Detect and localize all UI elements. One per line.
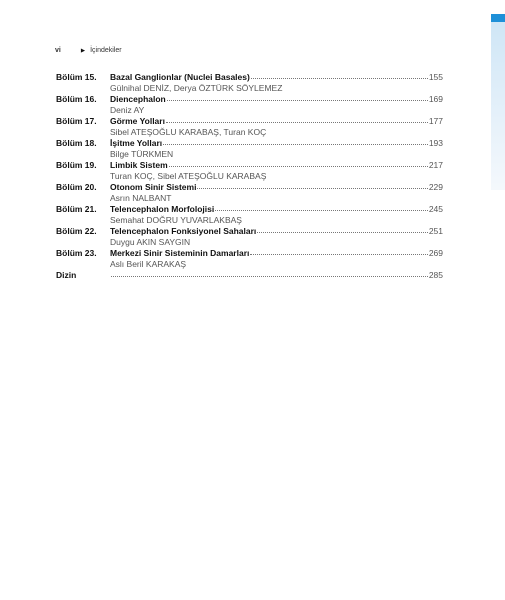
toc-entry[interactable] — [56, 138, 443, 160]
chapter-title[interactable]: İşitme Yolları — [110, 138, 163, 148]
chapter-authors: Sibel ATEŞOĞLU KARABAŞ, Turan KOÇ — [110, 127, 267, 137]
section-title: İçindekiler — [90, 47, 122, 54]
dot-leader — [169, 166, 428, 167]
dot-leader — [251, 78, 428, 79]
dot-leader — [111, 276, 428, 277]
page-ref: 177 — [428, 116, 443, 126]
chapter-authors: Semahat DOĞRU YUVARLAKBAŞ — [110, 215, 242, 225]
toc-entry-index[interactable] — [56, 270, 443, 281]
page-ref: 155 — [428, 72, 443, 82]
dot-leader — [163, 144, 428, 145]
chapter-label: Bölüm 16. — [56, 94, 97, 104]
toc-entry[interactable] — [56, 204, 443, 226]
page-ref: 285 — [428, 270, 443, 280]
chapter-label: Bölüm 15. — [56, 72, 97, 82]
running-head — [55, 47, 122, 54]
chapter-label: Bölüm 18. — [56, 138, 97, 148]
chapter-authors: Turan KOÇ, Sibel ATEŞOĞLU KARABAŞ — [110, 171, 267, 181]
chapter-title[interactable]: Otonom Sinir Sistemi — [110, 182, 197, 192]
page-ref: 229 — [428, 182, 443, 192]
dot-leader — [257, 232, 428, 233]
index-label: Dizin — [56, 270, 77, 280]
chapter-authors: Bilge TÜRKMEN — [110, 149, 174, 159]
page-ref: 251 — [428, 226, 443, 236]
dot-leader — [167, 100, 428, 101]
triangle-right-icon: ▶ — [80, 47, 86, 54]
dot-leader — [197, 188, 427, 189]
toc-entry[interactable] — [56, 248, 443, 270]
chapter-label: Bölüm 23. — [56, 248, 97, 258]
chapter-authors: Deniz AY — [110, 105, 145, 115]
page-ref: 245 — [428, 204, 443, 214]
toc-entry[interactable] — [56, 94, 443, 116]
chapter-authors: Gülnihal DENİZ, Derya ÖZTÜRK SÖYLEMEZ — [110, 83, 283, 93]
chapter-title[interactable]: Bazal Ganglionlar (Nuclei Basales) — [110, 72, 250, 82]
edge-tab — [491, 0, 505, 190]
chapter-label: Bölüm 19. — [56, 160, 97, 170]
chapter-title[interactable]: Telencephalon Fonksiyonel Sahaları — [110, 226, 257, 236]
chapter-title[interactable]: Telencephalon Morfolojisi — [110, 204, 215, 214]
chapter-title[interactable]: Merkezi Sinir Sisteminin Damarları — [110, 248, 250, 258]
toc-entry[interactable] — [56, 182, 443, 204]
table-of-contents — [56, 72, 443, 281]
chapter-label: Bölüm 22. — [56, 226, 97, 236]
toc-entry[interactable] — [56, 160, 443, 182]
chapter-authors: Asrın NALBANT — [110, 193, 172, 203]
chapter-title[interactable]: Limbik Sistem — [110, 160, 168, 170]
chapter-label: Bölüm 17. — [56, 116, 97, 126]
page-ref: 193 — [428, 138, 443, 148]
toc-entry[interactable] — [56, 72, 443, 94]
toc-entry[interactable] — [56, 226, 443, 248]
page-ref: 217 — [428, 160, 443, 170]
chapter-label: Bölüm 21. — [56, 204, 97, 214]
chapter-authors: Aslı Beril KARAKAŞ — [110, 259, 187, 269]
toc-entry[interactable] — [56, 116, 443, 138]
chapter-authors: Duygu AKIN SAYGIN — [110, 237, 191, 247]
chapter-label: Bölüm 20. — [56, 182, 97, 192]
page-ref: 169 — [428, 94, 443, 104]
page-ref: 269 — [428, 248, 443, 258]
dot-leader — [215, 210, 428, 211]
chapter-title[interactable]: Görme Yolları — [110, 116, 165, 126]
page-number: vi — [55, 47, 61, 54]
dot-leader — [250, 254, 427, 255]
dot-leader — [166, 122, 428, 123]
chapter-title[interactable]: Diencephalon — [110, 94, 166, 104]
